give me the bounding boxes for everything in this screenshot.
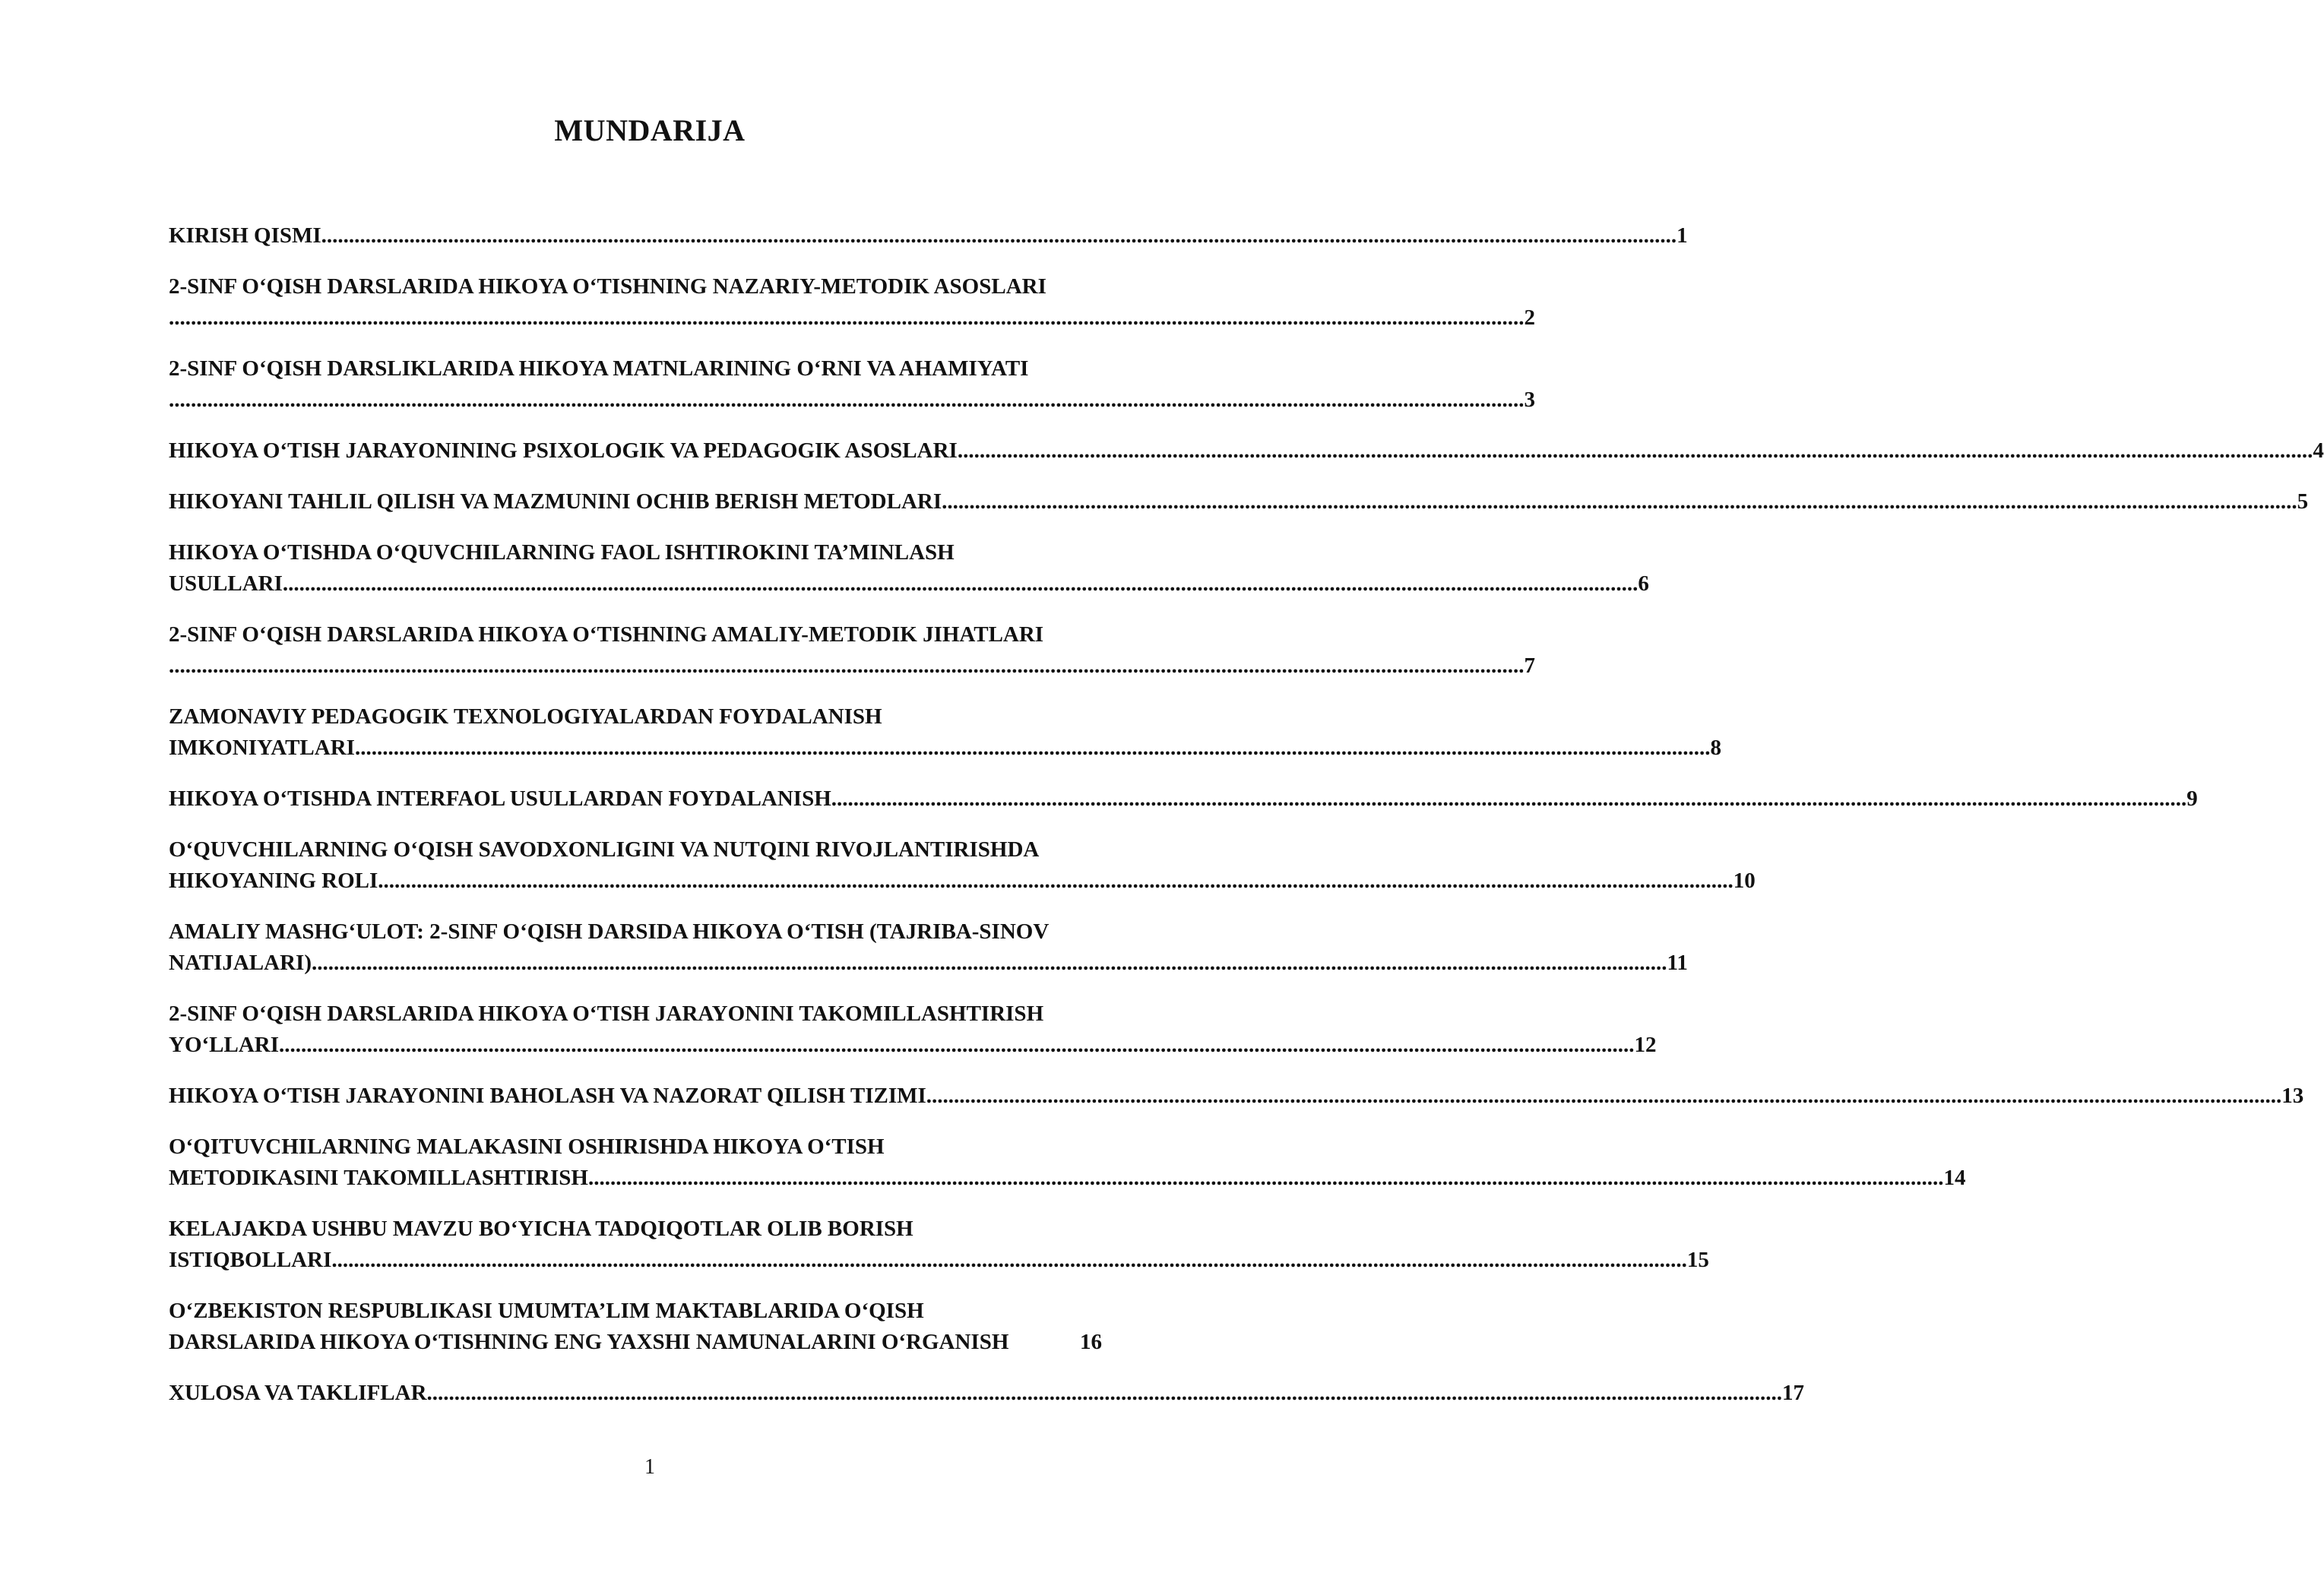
toc-entry-page-number: 13 [2281,1084,2304,1108]
toc-entry-page-number: 1 [1677,223,1688,248]
toc-entry-row [169,1081,2304,1112]
toc-entry-title: IMKONIYATLARI [169,736,355,760]
toc-entry-page-number: 2 [1524,305,1535,330]
toc-entry-row [169,783,2198,815]
toc-entry-page-number: 11 [1667,951,1688,975]
toc-dot-leader: ...................................................................................................................................................................................................................................................... [354,736,1711,760]
toc-entry-page-number: 9 [2186,786,2198,811]
toc-entry-title: METODIKASINI TAKOMILLASHTIRISH [169,1166,588,1190]
toc-entry[interactable] [169,353,1535,416]
toc-entry-title: NATIJALARI) [169,951,312,975]
toc-entry-title: HIKOYANI TAHLIL QILISH VA MAZMUNINI OCHIB BERISH METODLARI [169,489,942,514]
toc-entry-row [169,435,2324,467]
toc-entry-page-number: 6 [1638,571,1649,596]
toc-entry-heading-line: O‘ZBEKISTON RESPUBLIKASI UMUMTA’LIM MAKTABLARIDA O‘QISH [169,1299,924,1323]
toc-entry-row [169,1030,1657,1061]
toc-entry[interactable] [169,537,1649,600]
toc-dot-leader: ...................................................................................................................................................................................................................................................... [279,1033,1635,1057]
toc-entry-page-number: 15 [1686,1248,1709,1272]
toc-entry[interactable] [169,1296,1102,1358]
toc-entry-title: HIKOYA O‘TISHDA INTERFAOL USULLARDAN FOYDALANISH [169,786,831,811]
toc-dot-leader: ...................................................................................................................................................................................................................................................... [926,1084,2282,1108]
toc-entry[interactable] [169,834,1756,897]
toc-entry-row [169,1245,1709,1276]
toc-dot-leader: ...................................................................................................................................................................................................................................................... [331,1248,1687,1272]
toc-entry-page-number: 17 [1782,1381,1805,1405]
toc-entry-row [169,220,1688,252]
toc-entry-heading-line: HIKOYA O‘TISHDA O‘QUVCHILARNING FAOL ISHTIROKINI TA’MINLASH [169,540,955,565]
toc-entry-title: DARSLARIDA HIKOYA O‘TISHNING ENG YAXSHI NAMUNALARINI O‘RGANISH [169,1330,1009,1354]
toc-entry-page-number: 10 [1733,869,1756,893]
toc-entry-heading-line: O‘QITUVCHILARNING MALAKASINI OSHIRISHDA HIKOYA O‘TISH [169,1135,885,1159]
toc-entry-title: KIRISH QISMI [169,223,321,248]
toc-entry[interactable] [169,1081,2304,1112]
toc-dot-leader: ...................................................................................................................................................................................................................................................... [942,489,2297,514]
toc-entry-heading-line: 2-SINF O‘QISH DARSLARIDA HIKOYA O‘TISH JARAYONINI TAKOMILLASHTIRISH [169,1002,1044,1026]
toc-entry-row [169,1163,1966,1194]
toc-entry-title: ISTIQBOLLARI [169,1248,332,1272]
toc-entry[interactable] [169,916,1688,979]
toc-entry-page-number: 4 [2313,438,2324,463]
toc-entry-title: HIKOYANING ROLI [169,869,378,893]
toc-entry-row [169,302,1535,334]
toc-dot-leader: ...................................................................................................................................................................................................................................................... [169,388,1525,412]
toc-entry-row [169,650,1535,682]
toc-entry-page-number: 14 [1943,1166,1966,1190]
toc-entry-heading-line: 2-SINF O‘QISH DARSLIKLARIDA HIKOYA MATNLARINING O‘RNI VA AHAMIYATI [169,356,1029,381]
toc-entry-heading-line: 2-SINF O‘QISH DARSLARIDA HIKOYA O‘TISHNING AMALIY-METODIK JIHATLARI [169,622,1044,647]
toc-entry[interactable] [169,1378,1805,1409]
toc-entry[interactable] [169,1131,1966,1194]
toc-entry[interactable] [169,619,1535,682]
toc-entry-row [169,948,1688,979]
toc-entry-title: HIKOYA O‘TISH JARAYONINING PSIXOLOGIK VA PEDAGOGIK ASOSLARI [169,438,958,463]
toc-entry-row [169,733,1721,764]
toc-dot-leader: ...................................................................................................................................................................................................................................................... [587,1166,1944,1190]
toc-entry[interactable] [169,271,1535,334]
toc-dot-leader: ...................................................................................................................................................................................................................................................... [311,951,1667,975]
toc-entry-page-number: 5 [2297,489,2309,514]
page-number: 1 [644,1455,655,1479]
toc-entry-heading-line: 2-SINF O‘QISH DARSLARIDA HIKOYA O‘TISHNING NAZARIY-METODIK ASOSLARI [169,274,1046,299]
toc-entry[interactable] [169,220,1688,252]
toc-dot-leader: ...................................................................................................................................................................................................................................................... [169,654,1525,678]
toc-dot-leader: ...................................................................................................................................................................................................................................................... [957,438,2313,463]
toc-dot-leader: ...................................................................................................................................................................................................................................................... [378,869,1734,893]
toc-entry[interactable] [169,1214,1709,1276]
toc-entry[interactable] [169,783,2198,815]
toc-dot-leader: ...................................................................................................................................................................................................................................................... [282,571,1639,596]
toc-entry-page-number: 12 [1634,1033,1657,1057]
toc-dot-leader: ...................................................................................................................................................................................................................................................... [321,223,1677,248]
toc-entry-row [169,1378,1805,1409]
toc-entry-heading-line: ZAMONAVIY PEDAGOGIK TEXNOLOGIYALARDAN FOYDALANISH [169,704,882,729]
toc-entry-row [169,385,1535,416]
toc-dot-leader: ...................................................................................................................................................................................................................................................... [831,786,2187,811]
toc-entry-heading-line: O‘QUVCHILARNING O‘QISH SAVODXONLIGINI VA NUTQINI RIVOJLANTIRISHDA [169,837,1040,862]
page-title: MUNDARIJA [554,113,746,147]
toc-entry-title: USULLARI [169,571,283,596]
toc-entry-page-number: 8 [1710,736,1721,760]
toc-dot-leader: ...................................................................................................................................................................................................................................................... [169,305,1525,330]
toc-entry[interactable] [169,701,1721,764]
toc-dot-leader: ...................................................................................................................................................................................................................................................... [426,1381,1783,1405]
toc-entry-heading-line: KELAJAKDA USHBU MAVZU BO‘YICHA TADQIQOTLAR OLIB BORISH [169,1217,913,1241]
toc-entry-row [169,1327,1102,1358]
toc-entry[interactable] [169,486,2309,517]
toc-entry[interactable] [169,435,2324,467]
toc-entry[interactable] [169,999,1657,1061]
toc-entry-row [169,866,1756,897]
toc-entry-page-number: 16 [1080,1330,1102,1354]
toc-entry-page-number: 3 [1524,388,1535,412]
table-of-contents [169,220,2324,1429]
toc-entry-heading-line: AMALIY MASHG‘ULOT: 2-SINF O‘QISH DARSIDA HIKOYA O‘TISH (TAJRIBA-SINOV [169,919,1050,944]
toc-entry-page-number: 7 [1524,654,1535,678]
toc-entry-title: YO‘LLARI [169,1033,280,1057]
toc-entry-row [169,568,1649,600]
toc-entry-title: HIKOYA O‘TISH JARAYONINI BAHOLASH VA NAZORAT QILISH TIZIMI [169,1084,926,1108]
toc-entry-row [169,486,2309,517]
toc-entry-title: XULOSA VA TAKLIFLAR [169,1381,427,1405]
